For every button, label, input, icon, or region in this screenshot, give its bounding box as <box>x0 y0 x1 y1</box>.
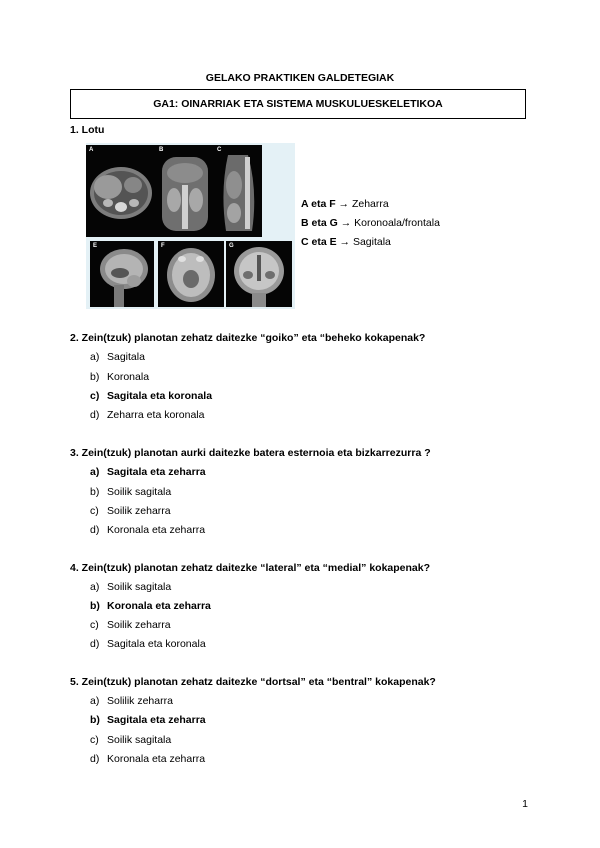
panel-label-f: F <box>161 243 165 249</box>
option-label: a) <box>90 466 100 478</box>
image-panel-g <box>226 241 292 307</box>
question-1-title: 1. Lotu <box>70 124 105 136</box>
image-panel-e <box>90 241 154 307</box>
option-label: b) <box>90 486 100 498</box>
question-3-option-d <box>90 524 205 536</box>
medical-images-figure <box>86 143 295 309</box>
match-answer: Koronoala/frontala <box>354 217 440 229</box>
panel-label-e: E <box>93 243 98 249</box>
question-3-title: 3. Zein(tzuk) planotan aurki daitezke batera esternoia eta bizkarrezurra ? <box>70 447 431 459</box>
question-2-option-b <box>90 371 149 383</box>
option-text: Koronala eta zeharra <box>107 524 206 536</box>
match-row-3 <box>301 236 391 248</box>
option-text: Soilik zeharra <box>107 619 171 631</box>
image-panel-a <box>86 145 156 237</box>
option-label: a) <box>90 351 100 363</box>
option-label: b) <box>90 714 100 726</box>
question-4-option-d <box>90 638 206 650</box>
option-label: a) <box>90 695 100 707</box>
image-panel-f <box>158 241 224 307</box>
image-panel-c <box>214 145 262 237</box>
sagittal-mri-image <box>90 241 154 307</box>
question-3-option-c <box>90 505 171 517</box>
image-panel-b <box>156 145 214 237</box>
section-title: GA1: OINARRIAK ETA SISTEMA MUSKULUESKELETIKOA <box>153 98 443 110</box>
question-4-option-a <box>90 581 171 593</box>
question-2-option-c <box>90 390 212 402</box>
match-arrow: → <box>340 217 352 229</box>
option-text: Sagitala eta koronala <box>107 390 213 402</box>
option-label: d) <box>90 753 100 765</box>
option-text: Soilik sagitala <box>107 486 172 498</box>
match-pair: C eta E <box>301 236 337 248</box>
option-label: a) <box>90 581 100 593</box>
question-3-option-a <box>90 466 206 478</box>
question-5-option-b <box>90 714 206 726</box>
coronal-ct-image <box>156 145 214 237</box>
match-pair: B eta G <box>301 217 338 229</box>
option-text: Sagitala eta zeharra <box>107 466 206 478</box>
question-2-title: 2. Zein(tzuk) planotan zehatz daitezke “goiko” eta “beheko kokapenak? <box>70 332 426 344</box>
question-5-option-a <box>90 695 173 707</box>
sagittal-ct-image <box>214 145 262 237</box>
option-text: Koronala eta zeharra <box>107 753 206 765</box>
match-answer: Sagitala <box>352 236 391 248</box>
question-3-option-b <box>90 486 171 498</box>
question-2-option-d <box>90 409 204 421</box>
option-label: d) <box>90 638 100 650</box>
document-title: GELAKO PRAKTIKEN GALDETEGIAK <box>205 72 395 84</box>
coronal-mri-image <box>226 241 292 307</box>
option-label: c) <box>90 734 99 746</box>
option-text: Solilik zeharra <box>107 695 173 707</box>
section-title-box <box>70 89 526 119</box>
option-text: Sagitala <box>107 351 145 363</box>
option-label: c) <box>90 505 99 517</box>
option-text: Zeharra eta koronala <box>107 409 205 421</box>
option-text: Sagitala eta koronala <box>107 638 206 650</box>
question-2-option-a <box>90 351 145 363</box>
match-arrow: → <box>338 198 350 210</box>
question-5-title: 5. Zein(tzuk) planotan zehatz daitezke “dortsal” eta “bentral” kokapenak? <box>70 676 436 688</box>
question-4-option-b <box>90 600 211 612</box>
question-5-option-d <box>90 753 205 765</box>
option-label: c) <box>90 619 99 631</box>
match-answer: Zeharra <box>351 198 389 210</box>
panel-label-b: B <box>159 147 164 153</box>
option-text: Soilik zeharra <box>107 505 171 517</box>
question-5-option-c <box>90 734 171 746</box>
panel-label-c: C <box>217 147 222 153</box>
option-text: Koronala eta zeharra <box>107 600 211 612</box>
option-text: Soilik sagitala <box>107 734 172 746</box>
match-arrow: → <box>339 236 351 248</box>
option-label: d) <box>90 409 100 421</box>
match-row-1 <box>301 198 389 210</box>
axial-ct-image <box>86 145 156 237</box>
option-label: b) <box>90 371 100 383</box>
option-label: d) <box>90 524 100 536</box>
page-number: 1 <box>522 798 528 810</box>
match-pair: A eta F <box>301 198 336 210</box>
option-label: b) <box>90 600 100 612</box>
question-4-title: 4. Zein(tzuk) planotan zehatz daitezke “lateral” eta “medial” kokapenak? <box>70 562 431 574</box>
option-label: c) <box>90 390 100 402</box>
question-4-option-c <box>90 619 171 631</box>
option-text: Sagitala eta zeharra <box>107 714 206 726</box>
match-row-2 <box>301 217 440 229</box>
panel-label-a: A <box>89 147 94 153</box>
panel-label-g: G <box>229 243 234 249</box>
axial-mri-image <box>158 241 224 307</box>
option-text: Soilik sagitala <box>107 581 172 593</box>
option-text: Koronala <box>107 371 150 383</box>
